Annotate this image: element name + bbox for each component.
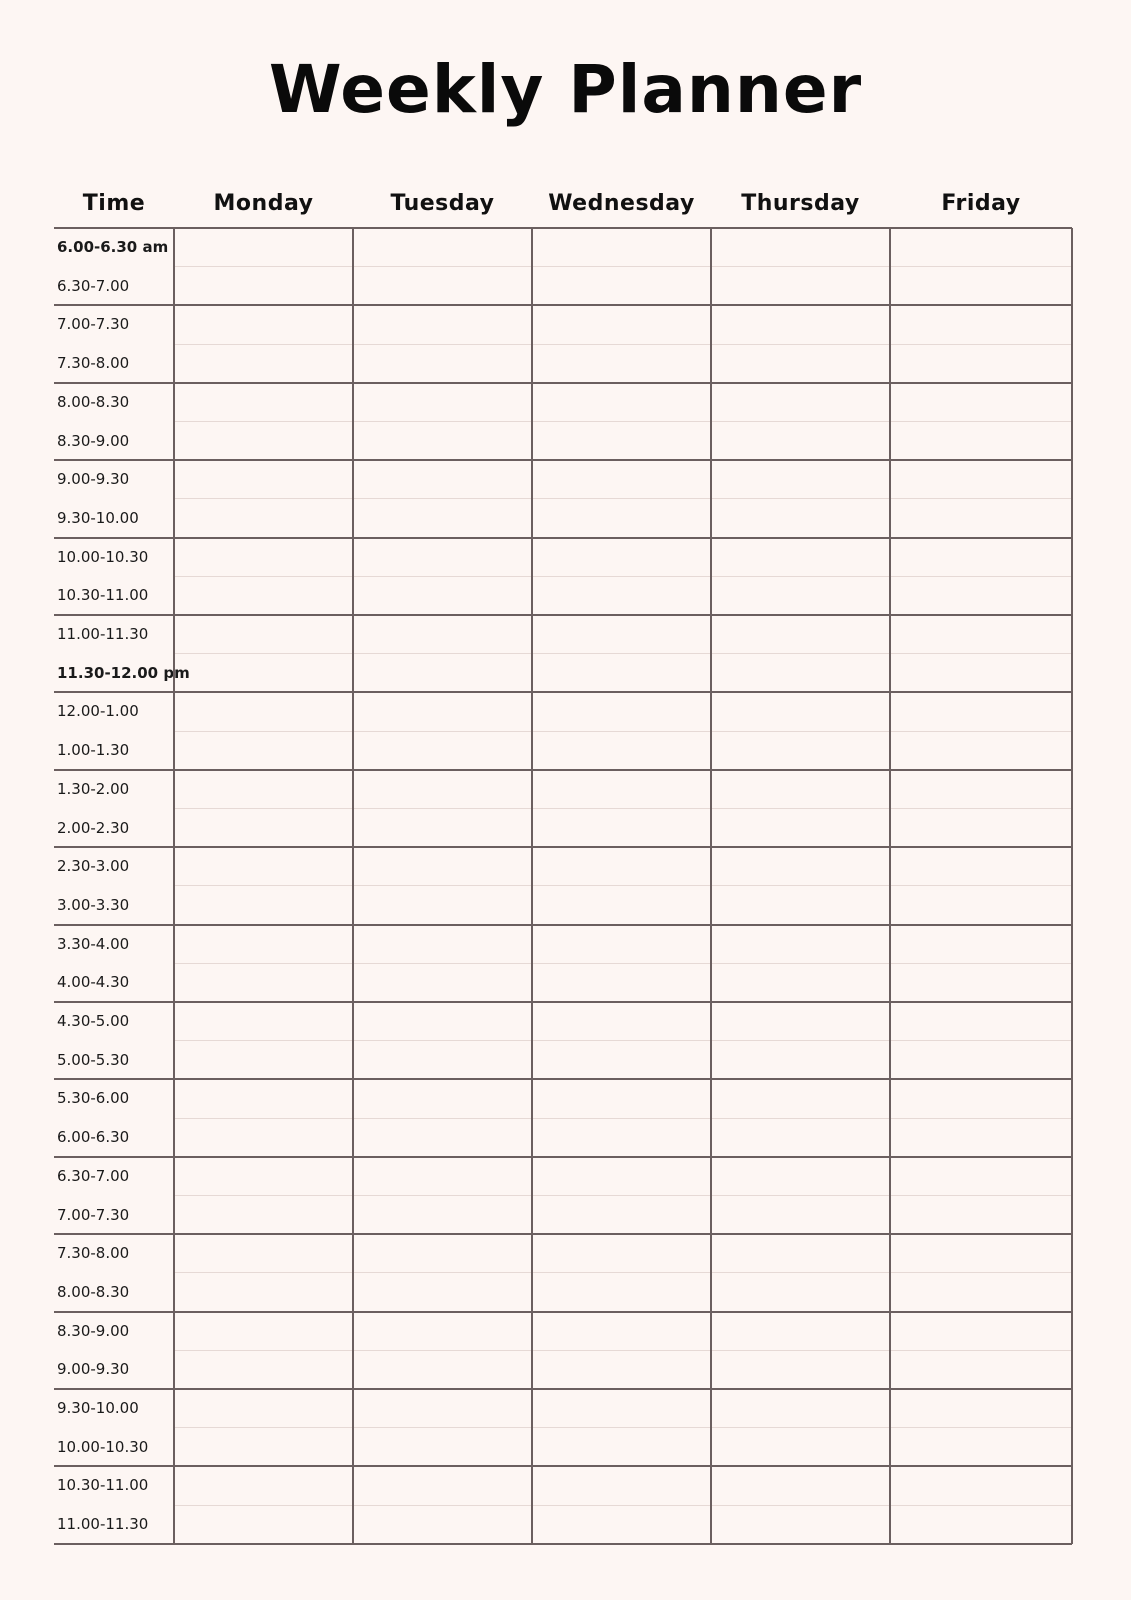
planner-cell-friday[interactable] [890,615,1072,654]
header-friday: Friday [941,191,1021,216]
planner-cell-friday[interactable] [890,1273,1072,1312]
half-row-divider [174,266,1072,267]
planner-cell-monday[interactable] [174,1273,353,1312]
planner-cell-wednesday[interactable] [532,654,711,693]
half-row-divider [174,885,1072,886]
planner-cell-thursday[interactable] [711,731,890,770]
planner-cell-friday[interactable] [890,1041,1072,1080]
planner-cell-monday[interactable] [174,925,353,964]
planner-cell-wednesday[interactable] [532,963,711,1002]
column-divider [1071,228,1073,1544]
planner-cell-wednesday[interactable] [532,615,711,654]
planner-cell-thursday[interactable] [711,1196,890,1235]
planner-cell-monday[interactable] [174,267,353,306]
planner-cell-monday[interactable] [174,228,353,267]
row-divider [54,1543,1072,1545]
half-row-divider [174,421,1072,422]
planner-cell-wednesday[interactable] [532,344,711,383]
planner-cell-tuesday[interactable] [353,1312,532,1351]
planner-cell-thursday[interactable] [711,460,890,499]
planner-cell-friday[interactable] [890,925,1072,964]
planner-cell-monday[interactable] [174,615,353,654]
planner-cell-thursday[interactable] [711,383,890,422]
planner-cell-thursday[interactable] [711,1428,890,1467]
planner-cell-wednesday[interactable] [532,460,711,499]
row-divider [54,1465,1072,1467]
planner-cell-thursday[interactable] [711,499,890,538]
planner-cell-monday[interactable] [174,1234,353,1273]
planner-cell-tuesday[interactable] [353,1466,532,1505]
column-divider [173,228,175,1544]
planner-cell-friday[interactable] [890,809,1072,848]
planner-cell-friday[interactable] [890,267,1072,306]
time-slot-label: 7.30-8.00 [57,354,130,373]
planner-grid [54,228,1072,1545]
planner-cell-wednesday[interactable] [532,692,711,731]
planner-cell-friday[interactable] [890,1312,1072,1351]
time-slot-label: 10.00-10.30 [57,1437,149,1456]
half-row-divider [174,1118,1072,1119]
planner-cell-friday[interactable] [890,1428,1072,1467]
planner-cell-tuesday[interactable] [353,770,532,809]
planner-cell-tuesday[interactable] [353,886,532,925]
planner-cell-tuesday[interactable] [353,809,532,848]
time-slot-label: 2.30-3.00 [57,857,130,876]
planner-cell-thursday[interactable] [711,1157,890,1196]
half-row-divider [174,498,1072,499]
planner-cell-thursday[interactable] [711,925,890,964]
planner-cell-thursday[interactable] [711,1273,890,1312]
planner-cell-monday[interactable] [174,460,353,499]
planner-cell-monday[interactable] [174,847,353,886]
planner-cell-wednesday[interactable] [532,1389,711,1428]
time-slot-label: 9.30-10.00 [57,1399,139,1417]
planner-cell-monday[interactable] [174,731,353,770]
planner-cell-friday[interactable] [890,383,1072,422]
planner-cell-tuesday[interactable] [353,344,532,383]
planner-cell-tuesday[interactable] [353,1234,532,1273]
planner-cell-thursday[interactable] [711,344,890,383]
planner-cell-monday[interactable] [174,344,353,383]
planner-cell-monday[interactable] [174,1312,353,1351]
planner-cell-friday[interactable] [890,1157,1072,1196]
time-slot-label: 8.30-9.00 [57,1321,130,1340]
planner-cell-thursday[interactable] [711,1350,890,1389]
planner-cell-friday[interactable] [890,1002,1072,1041]
planner-cell-friday[interactable] [890,228,1072,267]
planner-cell-tuesday[interactable] [353,1002,532,1041]
planner-cell-tuesday[interactable] [353,654,532,693]
planner-cell-monday[interactable] [174,538,353,577]
header-tuesday: Tuesday [390,191,495,216]
planner-cell-tuesday[interactable] [353,1273,532,1312]
planner-cell-friday[interactable] [890,576,1072,615]
row-divider [54,1078,1072,1080]
time-slot-label: 1.00-1.30 [57,741,130,760]
planner-cell-wednesday[interactable] [532,847,711,886]
time-slot-label: 11.00-11.30 [57,1515,149,1534]
time-slot-label: 3.00-3.30 [57,895,130,914]
planner-cell-monday[interactable] [174,886,353,925]
planner-cell-thursday[interactable] [711,615,890,654]
planner-cell-wednesday[interactable] [532,228,711,267]
planner-cell-thursday[interactable] [711,809,890,848]
planner-cell-wednesday[interactable] [532,1157,711,1196]
time-slot-label: 11.00-11.30 [57,625,149,643]
column-divider [352,228,354,1544]
planner-cell-friday[interactable] [890,1466,1072,1505]
row-divider [54,1233,1072,1235]
planner-cell-tuesday[interactable] [353,422,532,461]
planner-cell-monday[interactable] [174,1079,353,1118]
planner-cell-thursday[interactable] [711,1505,890,1544]
row-divider [54,769,1072,771]
planner-cell-thursday[interactable] [711,1234,890,1273]
planner-cell-wednesday[interactable] [532,1273,711,1312]
planner-cell-monday[interactable] [174,305,353,344]
planner-cell-friday[interactable] [890,963,1072,1002]
planner-cell-friday[interactable] [890,344,1072,383]
planner-cell-wednesday[interactable] [532,499,711,538]
planner-cell-tuesday[interactable] [353,925,532,964]
planner-cell-wednesday[interactable] [532,1505,711,1544]
planner-cell-monday[interactable] [174,1002,353,1041]
planner-cell-wednesday[interactable] [532,576,711,615]
time-slot-label: 2.00-2.30 [57,818,130,837]
planner-cell-monday[interactable] [174,770,353,809]
time-slot-label: 6.30-7.00 [57,276,130,295]
row-divider [54,227,1072,229]
planner-cell-wednesday[interactable] [532,538,711,577]
row-divider [54,1311,1072,1313]
planner-cell-wednesday[interactable] [532,1466,711,1505]
page-title: Weekly Planner [268,51,863,128]
planner-cell-wednesday[interactable] [532,809,711,848]
half-row-divider [174,1505,1072,1506]
planner-cell-wednesday[interactable] [532,1196,711,1235]
planner-cell-tuesday[interactable] [353,1079,532,1118]
half-row-divider [174,1195,1072,1196]
half-row-divider [174,808,1072,809]
planner-cell-thursday[interactable] [711,963,890,1002]
row-divider [54,1156,1072,1158]
planner-cell-tuesday[interactable] [353,383,532,422]
planner-cell-monday[interactable] [174,1505,353,1544]
planner-cell-monday[interactable] [174,1118,353,1157]
planner-cell-tuesday[interactable] [353,1118,532,1157]
planner-cell-tuesday[interactable] [353,499,532,538]
planner-cell-thursday[interactable] [711,886,890,925]
planner-cell-tuesday[interactable] [353,267,532,306]
time-slot-label: 9.00-9.30 [57,470,130,489]
planner-cell-wednesday[interactable] [532,267,711,306]
time-slot-label: 9.00-9.30 [57,1360,130,1379]
planner-cell-thursday[interactable] [711,576,890,615]
planner-cell-thursday[interactable] [711,1002,890,1041]
planner-cell-thursday[interactable] [711,1118,890,1157]
time-slot-label: 1.30-2.00 [57,779,130,798]
column-divider [710,228,712,1544]
planner-cell-wednesday[interactable] [532,422,711,461]
planner-cell-friday[interactable] [890,1196,1072,1235]
time-slot-label: 3.30-4.00 [57,934,130,953]
time-slot-label: 10.00-10.30 [57,547,149,566]
time-slot-label: 11.30-12.00 pm [57,663,190,682]
planner-cell-friday[interactable] [890,886,1072,925]
planner-cell-tuesday[interactable] [353,1041,532,1080]
row-divider [54,846,1072,848]
row-divider [54,537,1072,539]
planner-cell-monday[interactable] [174,1466,353,1505]
time-slot-label: 6.00-6.30 am [57,238,169,256]
header-thursday: Thursday [741,191,860,216]
half-row-divider [174,963,1072,964]
time-slot-label: 4.30-5.00 [57,1012,130,1030]
planner-cell-wednesday[interactable] [532,1234,711,1273]
row-divider [54,1001,1072,1003]
row-divider [54,1388,1072,1390]
planner-cell-monday[interactable] [174,422,353,461]
row-divider [54,924,1072,926]
time-slot-label: 6.30-7.00 [57,1166,130,1185]
planner-cell-monday[interactable] [174,499,353,538]
row-divider [54,304,1072,306]
planner-cell-thursday[interactable] [711,1389,890,1428]
planner-cell-thursday[interactable] [711,654,890,693]
time-slot-label: 8.00-8.30 [57,392,130,411]
planner-cell-tuesday[interactable] [353,731,532,770]
planner-cell-thursday[interactable] [711,847,890,886]
planner-cell-thursday[interactable] [711,538,890,577]
half-row-divider [174,576,1072,577]
planner-cell-thursday[interactable] [711,770,890,809]
half-row-divider [174,653,1072,654]
planner-cell-tuesday[interactable] [353,538,532,577]
planner-cell-wednesday[interactable] [532,770,711,809]
planner-cell-wednesday[interactable] [532,305,711,344]
row-divider [54,691,1072,693]
planner-cell-tuesday[interactable] [353,305,532,344]
planner-cell-tuesday[interactable] [353,847,532,886]
header-wednesday: Wednesday [548,191,695,216]
planner-cell-wednesday[interactable] [532,383,711,422]
header-monday: Monday [213,191,314,216]
planner-cell-monday[interactable] [174,963,353,1002]
time-slot-label: 5.30-6.00 [57,1089,130,1108]
row-divider [54,614,1072,616]
planner-cell-friday[interactable] [890,499,1072,538]
planner-cell-thursday[interactable] [711,1466,890,1505]
planner-cell-wednesday[interactable] [532,1002,711,1041]
planner-cell-thursday[interactable] [711,1079,890,1118]
column-divider [889,228,891,1544]
planner-cell-tuesday[interactable] [353,460,532,499]
half-row-divider [174,1272,1072,1273]
planner-cell-tuesday[interactable] [353,1428,532,1467]
planner-cell-friday[interactable] [890,1350,1072,1389]
planner-cell-wednesday[interactable] [532,886,711,925]
time-slot-label: 6.00-6.30 [57,1128,130,1147]
planner-cell-friday[interactable] [890,460,1072,499]
planner-cell-tuesday[interactable] [353,1157,532,1196]
planner-cell-wednesday[interactable] [532,1118,711,1157]
planner-cell-monday[interactable] [174,1157,353,1196]
time-slot-label: 7.00-7.30 [57,315,130,334]
time-slot-label: 7.30-8.00 [57,1244,130,1263]
planner-cell-friday[interactable] [890,692,1072,731]
column-divider [531,228,533,1544]
time-slot-label: 10.30-11.00 [57,586,149,605]
planner-cell-monday[interactable] [174,654,353,693]
planner-cell-friday[interactable] [890,1118,1072,1157]
time-slot-label: 4.00-4.30 [57,973,130,992]
planner-cell-monday[interactable] [174,692,353,731]
planner-cell-friday[interactable] [890,654,1072,693]
row-divider [54,459,1072,461]
planner-cell-monday[interactable] [174,1389,353,1428]
planner-cell-friday[interactable] [890,847,1072,886]
half-row-divider [174,1350,1072,1351]
planner-cell-friday[interactable] [890,1079,1072,1118]
planner-cell-thursday[interactable] [711,228,890,267]
planner-cell-wednesday[interactable] [532,1350,711,1389]
planner-cell-monday[interactable] [174,809,353,848]
planner-cell-friday[interactable] [890,1505,1072,1544]
planner-cell-friday[interactable] [890,422,1072,461]
time-slot-label: 10.30-11.00 [57,1476,149,1495]
planner-cell-wednesday[interactable] [532,925,711,964]
planner-cell-tuesday[interactable] [353,1350,532,1389]
planner-cell-friday[interactable] [890,538,1072,577]
planner-cell-tuesday[interactable] [353,1196,532,1235]
planner-cell-friday[interactable] [890,1234,1072,1273]
planner-cell-tuesday[interactable] [353,692,532,731]
planner-cell-monday[interactable] [174,383,353,422]
time-slot-label: 5.00-5.30 [57,1050,130,1069]
planner-cell-tuesday[interactable] [353,963,532,1002]
planner-cell-friday[interactable] [890,305,1072,344]
header-time: Time [82,191,146,216]
planner-cell-thursday[interactable] [711,267,890,306]
planner-cell-thursday[interactable] [711,305,890,344]
planner-cell-monday[interactable] [174,1350,353,1389]
time-slot-label: 9.30-10.00 [57,508,139,527]
half-row-divider [174,1427,1072,1428]
planner-cell-thursday[interactable] [711,422,890,461]
planner-cell-thursday[interactable] [711,1312,890,1351]
planner-cell-wednesday[interactable] [532,1312,711,1351]
planner-cell-wednesday[interactable] [532,1041,711,1080]
planner-cell-tuesday[interactable] [353,576,532,615]
planner-cell-friday[interactable] [890,1389,1072,1428]
half-row-divider [174,344,1072,345]
planner-cell-tuesday[interactable] [353,615,532,654]
planner-cell-thursday[interactable] [711,692,890,731]
planner-cell-monday[interactable] [174,1041,353,1080]
half-row-divider [174,731,1072,732]
planner-cell-tuesday[interactable] [353,1505,532,1544]
planner-cell-tuesday[interactable] [353,1389,532,1428]
planner-cell-friday[interactable] [890,770,1072,809]
time-slot-label: 12.00-1.00 [57,702,139,721]
time-slot-label: 7.00-7.30 [57,1205,130,1224]
planner-cell-monday[interactable] [174,1196,353,1235]
planner-cell-wednesday[interactable] [532,1079,711,1118]
planner-cell-wednesday[interactable] [532,731,711,770]
planner-cell-thursday[interactable] [711,1041,890,1080]
time-slot-label: 8.00-8.30 [57,1282,130,1301]
planner-cell-monday[interactable] [174,1428,353,1467]
planner-cell-tuesday[interactable] [353,228,532,267]
planner-cell-friday[interactable] [890,731,1072,770]
time-slot-label: 8.30-9.00 [57,431,130,450]
row-divider [54,382,1072,384]
planner-cell-monday[interactable] [174,576,353,615]
planner-cell-wednesday[interactable] [532,1428,711,1467]
half-row-divider [174,1040,1072,1041]
